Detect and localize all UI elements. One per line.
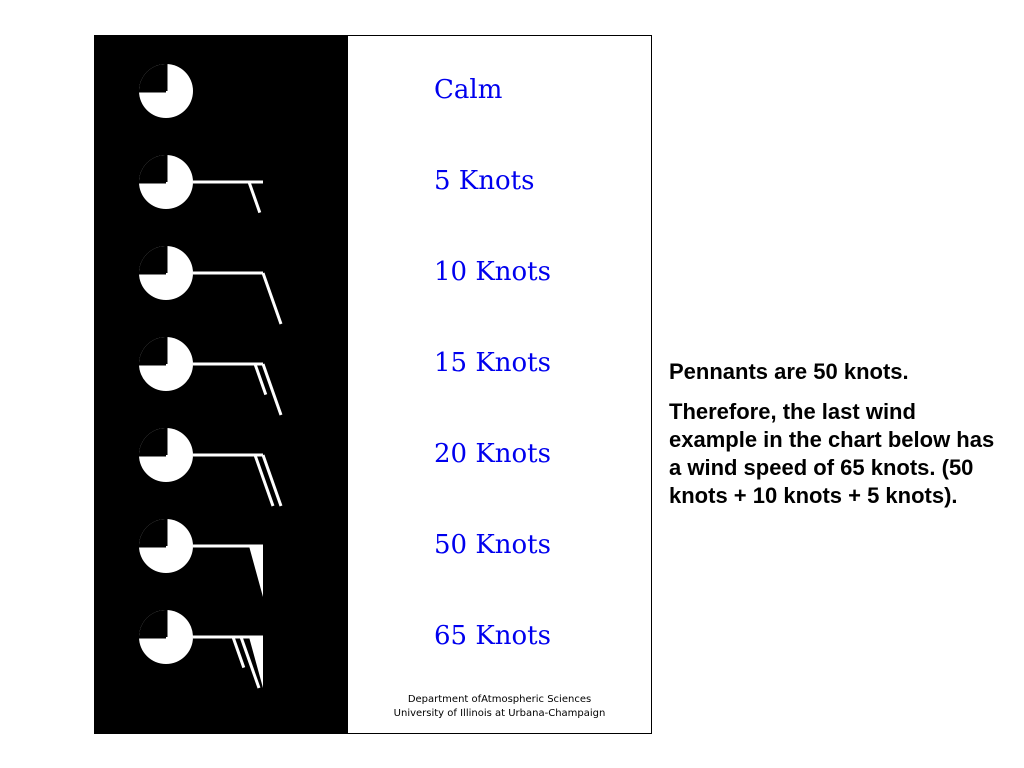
speed-label: 15 Knots: [434, 348, 551, 378]
full-barb-10-knots: [255, 455, 273, 506]
cloud-cover-quadrant: [139, 246, 166, 273]
explanation-paragraph-2: Therefore, the last wind example in the chart below has a wind speed of 65 knots. (50 knots + 10 knots + 5 knots).: [669, 399, 995, 508]
half-barb-5-knots: [249, 182, 260, 213]
credit-line-1: Department ofAtmospheric Sciences: [407, 694, 592, 705]
credit: [348, 693, 651, 721]
speed-label: Calm: [434, 75, 503, 105]
explanation-text: [669, 358, 1009, 522]
pennant-50-knots: [249, 546, 263, 597]
cloud-cover-quadrant: [139, 610, 166, 637]
speed-label: 5 Knots: [434, 166, 535, 196]
explanation-paragraph-1: Pennants are 50 knots.: [669, 359, 909, 384]
full-barb-10-knots: [263, 455, 281, 506]
cloud-cover-quadrant: [139, 337, 166, 364]
speed-label: 20 Knots: [434, 439, 551, 469]
wind-barb-symbols: [95, 36, 348, 733]
speed-label: 10 Knots: [434, 257, 551, 287]
speed-label: 65 Knots: [434, 621, 551, 651]
cloud-cover-quadrant: [139, 428, 166, 455]
wind-barb-chart: [94, 35, 652, 734]
cloud-cover-quadrant: [139, 519, 166, 546]
credit-line-2: University of Illinois at Urbana-Champaign: [393, 708, 606, 719]
full-barb-10-knots: [263, 364, 281, 415]
speed-label: 50 Knots: [434, 530, 551, 560]
cloud-cover-quadrant: [139, 64, 166, 91]
cloud-cover-quadrant: [139, 155, 166, 182]
full-barb-10-knots: [263, 273, 281, 324]
